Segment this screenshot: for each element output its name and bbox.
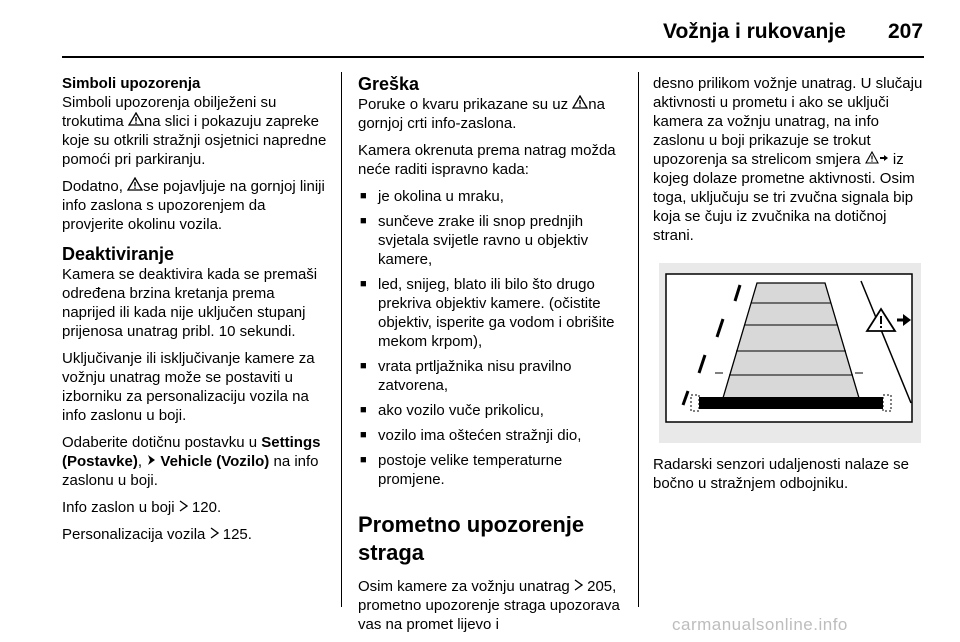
bullet-icon: ■ bbox=[360, 429, 367, 441]
list-item-text: vrata prtljažnika nisu pravilno zatvorena, bbox=[378, 358, 572, 394]
page-ref-link[interactable]: 205 bbox=[587, 578, 613, 595]
list-item bbox=[358, 451, 628, 489]
rear-camera-display-figure bbox=[659, 263, 921, 443]
vehicle-arrow-icon bbox=[146, 454, 156, 466]
text-fragment: Info zaslon u boji bbox=[62, 499, 179, 516]
text-fragment: Personalizacija vozila bbox=[62, 526, 210, 543]
column-divider-2 bbox=[638, 72, 639, 607]
list-item-text: ako vozilo vuče prikolicu, bbox=[378, 402, 544, 419]
warning-triangle-arrow-icon bbox=[865, 151, 889, 164]
warning-triangle-icon bbox=[128, 112, 144, 126]
list-item-text: led, snijeg, blato ili bilo što drugo prekriva objektiv kamere. (očistite objektiv, isperite ga vodom i obrišite mekom krpom), bbox=[378, 276, 615, 350]
text-fragment: Simboli upozorenja obilježeni su trokutima bbox=[62, 94, 277, 130]
page-ref-link[interactable]: 125. bbox=[222, 526, 252, 543]
figure-caption: Radarski senzori udaljenosti nalaze se bočno u stražnjem odbojniku. bbox=[653, 456, 909, 492]
bullet-icon: ■ bbox=[360, 404, 367, 416]
text-fragment: Poruke o kvaru prikazane su uz bbox=[358, 96, 573, 113]
page-ref-link[interactable]: 120. bbox=[191, 499, 222, 516]
bullet-icon: ■ bbox=[360, 215, 367, 227]
vehicle-menu-label: Vehicle (Vozilo) bbox=[160, 453, 270, 470]
deactivation-p2: Uključivanje ili isključivanje kamere za vožnju unatrag može se postaviti u izborniku za personalizaciju vozila na info zaslonu u boji. bbox=[62, 350, 315, 424]
text-fragment: na gornjoj crti info-zaslona. bbox=[358, 96, 605, 132]
deactivation-p4 bbox=[62, 498, 328, 517]
list-item-text: je okolina u mraku, bbox=[378, 188, 504, 205]
text-fragment: iz kojeg dolaze prometne aktivnosti. Osim toga, uključuju se tri zvučna signala bip koja se čuju iz zvučnika na dotičnoj strani. bbox=[653, 151, 915, 244]
deactivation-p1: Kamera se deaktivira kada se premaši određena brzina kretanja prema naprijed ili kada nije uključen stupanj prijenosa unatrag pribl. 10 sekundi. bbox=[62, 266, 318, 340]
bullet-icon: ■ bbox=[360, 190, 367, 202]
deactivation-heading: Deaktiviranje bbox=[62, 244, 175, 264]
bullet-icon: ■ bbox=[360, 360, 367, 372]
rear-traffic-p2 bbox=[653, 74, 925, 245]
text-fragment: Odaberite dotičnu postavku u bbox=[62, 434, 262, 451]
list-item-text: vozilo ima oštećen stražnji dio, bbox=[378, 427, 582, 444]
error-conditions-list bbox=[358, 187, 628, 489]
text-fragment: Osim kamere za vožnju unatrag bbox=[358, 578, 574, 595]
warning-triangle-icon bbox=[572, 95, 588, 109]
rear-camera-display-illustration bbox=[665, 273, 913, 423]
text-fragment: , prometno upozorenje straga upozorava vas na promet lijevo i bbox=[358, 578, 620, 633]
bullet-icon: ■ bbox=[360, 278, 367, 290]
column-2 bbox=[358, 74, 628, 642]
settings-menu-label: Settings (Postavke) bbox=[62, 434, 321, 470]
column-1 bbox=[62, 74, 328, 552]
rear-traffic-heading: Prometno upozorenje straga bbox=[358, 512, 585, 565]
list-item bbox=[358, 275, 628, 351]
list-item bbox=[358, 401, 628, 420]
warning-symbols-text bbox=[62, 93, 328, 169]
text-fragment: desno prilikom vožnje unatrag. U slučaju aktivnosti u prometu i ako se uključi kamera za vožnju unatrag, na info zaslonu u boji prikazuje se trokut upozorenja sa strelicom smjera bbox=[653, 75, 923, 168]
text-fragment: se pojavljuje na gornjoj liniji info zaslona s upozorenjem da provjerite okolinu vozila. bbox=[62, 178, 325, 233]
text-fragment: na slici i pokazuju zapreke koje su otkrili stražnji osjetnici napredne pomoći pri parkiranju. bbox=[62, 113, 327, 168]
rear-traffic-p1 bbox=[358, 577, 628, 634]
text-fragment: , bbox=[137, 453, 147, 470]
column-3 bbox=[653, 74, 925, 501]
list-item-text: sunčeve zrake ili snop prednjih svjetala svijetle ravno u objektiv kamere, bbox=[378, 213, 589, 268]
deactivation-p5 bbox=[62, 525, 328, 544]
column-divider-1 bbox=[341, 72, 342, 607]
list-item bbox=[358, 426, 628, 445]
page-header bbox=[0, 0, 960, 58]
text-fragment: Dodatno, bbox=[62, 178, 128, 195]
list-item bbox=[358, 187, 628, 206]
watermark: carmanualsonline.info bbox=[672, 615, 848, 634]
error-heading: Greška bbox=[358, 74, 420, 94]
header-title: Vožnja i rukovanje bbox=[663, 20, 846, 43]
page-number: 207 bbox=[888, 20, 924, 43]
error-p2: Kamera okrenuta prema natrag možda neće raditi ispravno kada: bbox=[358, 142, 616, 178]
text-fragment: na info zaslonu u boji. bbox=[62, 453, 319, 489]
deactivation-p3 bbox=[62, 433, 328, 490]
list-item bbox=[358, 357, 628, 395]
page-ref-arrow-icon bbox=[574, 579, 583, 591]
page-ref-arrow-icon bbox=[210, 527, 219, 539]
warning-triangle-icon bbox=[127, 177, 143, 191]
header-rule bbox=[62, 56, 924, 58]
page-ref-arrow-icon bbox=[179, 500, 188, 512]
bullet-icon: ■ bbox=[360, 454, 367, 466]
warning-symbols-p2 bbox=[62, 177, 328, 234]
list-item bbox=[358, 212, 628, 269]
error-p1 bbox=[358, 95, 628, 133]
list-item-text: postoje velike temperaturne promjene. bbox=[378, 452, 563, 488]
warning-symbols-heading: Simboli upozorenja bbox=[62, 75, 201, 92]
